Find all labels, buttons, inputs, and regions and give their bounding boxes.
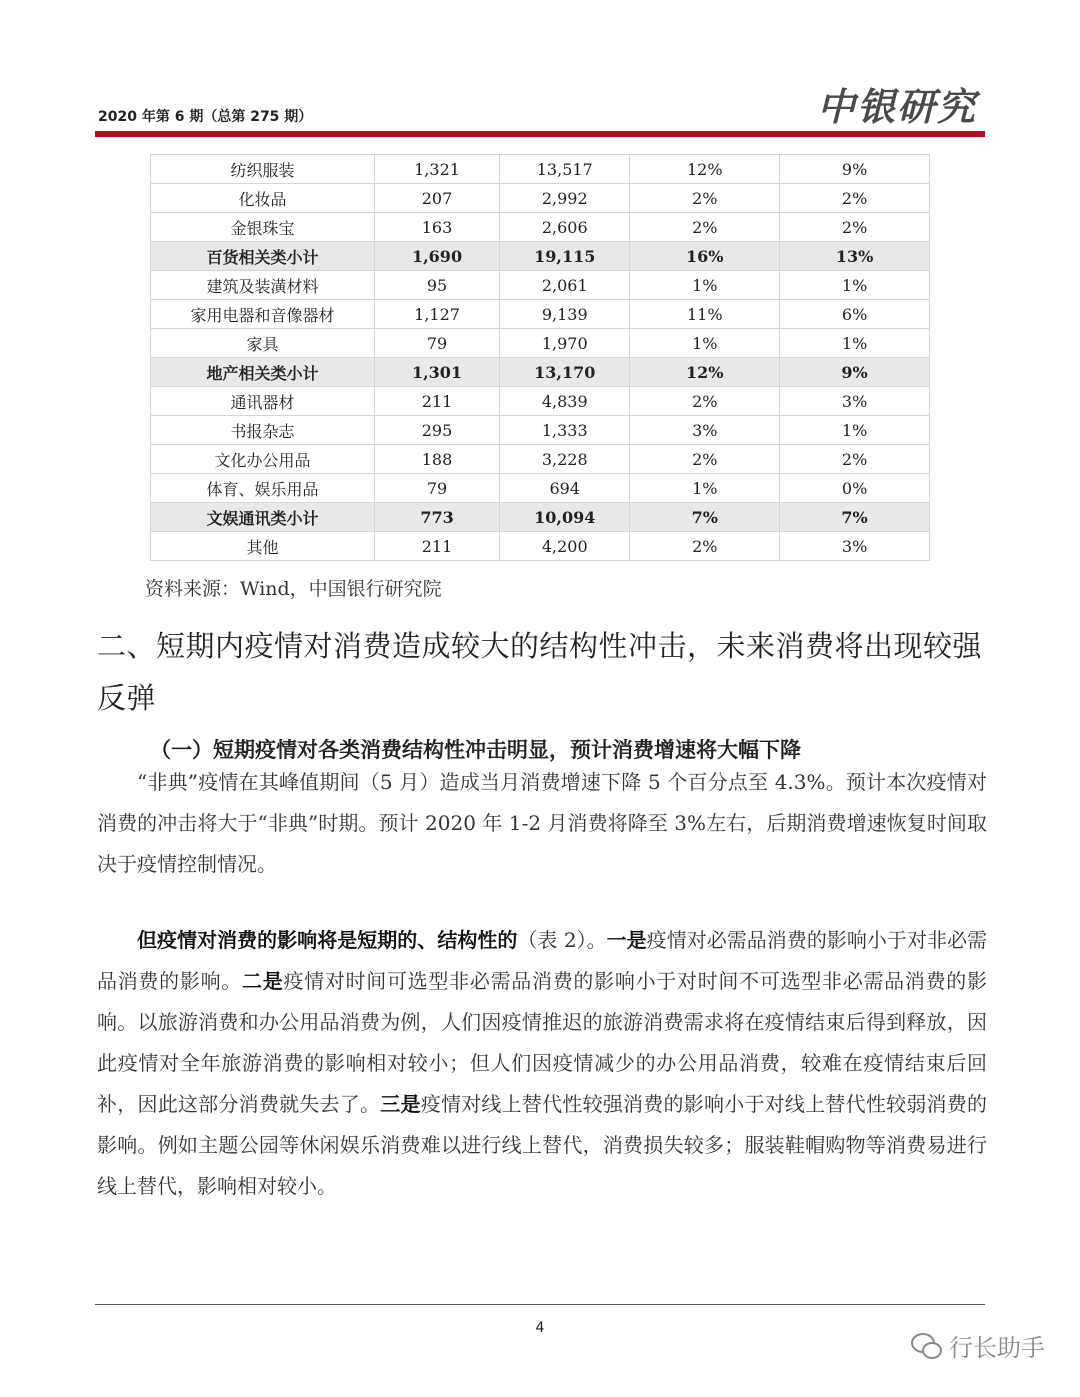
category-cell: 其他: [151, 532, 375, 561]
para2-lead: 但疫情对消费的影响将是短期的、结构性的: [137, 928, 518, 952]
value-cell: 19,115: [500, 242, 630, 271]
value-cell: 7%: [630, 503, 780, 532]
table-row: [151, 213, 930, 242]
category-cell: 书报杂志: [151, 416, 375, 445]
value-cell: 1%: [630, 474, 780, 503]
paragraph-2: [97, 920, 987, 1207]
table-row: [151, 300, 930, 329]
category-cell: 百货相关类小计: [151, 242, 375, 271]
table-row: [151, 532, 930, 561]
value-cell: 95: [374, 271, 499, 300]
table-row: [151, 474, 930, 503]
value-cell: 1,970: [500, 329, 630, 358]
page-number: 4: [535, 1320, 545, 1336]
value-cell: 163: [374, 213, 499, 242]
value-cell: 3%: [780, 387, 930, 416]
value-cell: 2,992: [500, 184, 630, 213]
subsection-heading: （一）短期疫情对各类消费结构性冲击明显，预计消费增速将大幅下降: [150, 738, 801, 762]
value-cell: 773: [374, 503, 499, 532]
category-cell: 金银珠宝: [151, 213, 375, 242]
category-cell: 家用电器和音像器材: [151, 300, 375, 329]
value-cell: 6%: [780, 300, 930, 329]
value-cell: 79: [374, 329, 499, 358]
table-row: [151, 387, 930, 416]
value-cell: 12%: [630, 358, 780, 387]
value-cell: 2%: [630, 387, 780, 416]
value-cell: 4,839: [500, 387, 630, 416]
table-subtotal-row: [151, 242, 930, 271]
wechat-icon: [911, 1333, 941, 1359]
source-note: 资料来源：Wind，中国银行研究院: [145, 578, 442, 600]
section-heading: 二、短期内疫情对消费造成较大的结构性冲击，未来消费将出现较强反弹: [97, 629, 983, 715]
value-cell: 188: [374, 445, 499, 474]
table-row: [151, 271, 930, 300]
value-cell: 3,228: [500, 445, 630, 474]
category-cell: 文化办公用品: [151, 445, 375, 474]
value-cell: 10,094: [500, 503, 630, 532]
paragraph-1: “非典”疫情在其峰值期间（5 月）造成当月消费增速下降 5 个百分点至 4.3%。预计本次疫情对消费的冲击将大于“非典”时期。预计 2020 年 1-2 月消费将降至 3%左右，后期消费增速恢复时间取决于疫情控制情况。: [97, 770, 987, 876]
value-cell: 2,061: [500, 271, 630, 300]
para2-point-1: 一是: [606, 928, 647, 952]
para2-point-3: 三是: [380, 1092, 421, 1116]
value-cell: 1,321: [374, 155, 499, 184]
category-cell: 通讯器材: [151, 387, 375, 416]
value-cell: 2%: [780, 445, 930, 474]
category-cell: 家具: [151, 329, 375, 358]
table-subtotal-row: [151, 503, 930, 532]
para2-point-2: 二是: [242, 969, 284, 993]
category-cell: 体育、娱乐用品: [151, 474, 375, 503]
value-cell: 1,127: [374, 300, 499, 329]
value-cell: 1,333: [500, 416, 630, 445]
value-cell: 211: [374, 387, 499, 416]
value-cell: 211: [374, 532, 499, 561]
value-cell: 7%: [780, 503, 930, 532]
value-cell: 16%: [630, 242, 780, 271]
value-cell: 2%: [630, 213, 780, 242]
footer-divider: [95, 1304, 985, 1305]
value-cell: 1,690: [374, 242, 499, 271]
category-cell: 化妆品: [151, 184, 375, 213]
para2-text-e: 疫情对线上替代性较强消费的影响小于对线上替代性较弱消费的影响。例如主题公园等休闲娱乐消费难以进行线上替代，消费损失较多；服装鞋帽购物等消费易进行线上替代，影响相对较小。: [97, 1092, 988, 1198]
para2-text-c: 疫情对必需品消费的影响小于对非必需品消费的影响。: [97, 928, 988, 993]
value-cell: 13%: [780, 242, 930, 271]
value-cell: 1%: [780, 416, 930, 445]
watermark-text: 行长助手: [949, 1334, 1045, 1362]
value-cell: 2%: [780, 184, 930, 213]
value-cell: 1%: [630, 329, 780, 358]
table-row: [151, 184, 930, 213]
table-subtotal-row: [151, 358, 930, 387]
value-cell: 2%: [630, 184, 780, 213]
table-row: [151, 329, 930, 358]
watermark: [911, 1328, 1045, 1363]
value-cell: 207: [374, 184, 499, 213]
para2-text-a: （表 2）。: [517, 928, 607, 952]
value-cell: 2%: [780, 213, 930, 242]
value-cell: 3%: [630, 416, 780, 445]
value-cell: 9,139: [500, 300, 630, 329]
value-cell: 4,200: [500, 532, 630, 561]
category-cell: 建筑及装潢材料: [151, 271, 375, 300]
value-cell: 13,170: [500, 358, 630, 387]
value-cell: 11%: [630, 300, 780, 329]
value-cell: 1%: [780, 329, 930, 358]
issue-label: 2020 年第 6 期（总第 275 期）: [98, 109, 313, 125]
value-cell: 2%: [630, 532, 780, 561]
category-cell: 纺织服装: [151, 155, 375, 184]
consumption-table: [150, 154, 930, 561]
value-cell: 9%: [780, 358, 930, 387]
value-cell: 9%: [780, 155, 930, 184]
brand-logo: 中银研究: [816, 84, 977, 129]
value-cell: 3%: [780, 532, 930, 561]
value-cell: 0%: [780, 474, 930, 503]
value-cell: 2,606: [500, 213, 630, 242]
value-cell: 295: [374, 416, 499, 445]
category-cell: 地产相关类小计: [151, 358, 375, 387]
value-cell: 694: [500, 474, 630, 503]
header-divider: [95, 131, 985, 137]
para2-text-d: 疫情对时间可选型非必需品消费的影响小于对时间不可选型非必需品消费的影响。以旅游消费和办公用品消费为例，人们因疫情推迟的旅游消费需求将在疫情结束后得到释放，因此疫情对全年旅游消费的影响相对较小；但人们因疫情减少的办公用品消费，较难在疫情结束后回补，因此这部分消费就失去了。: [97, 969, 988, 1116]
value-cell: 13,517: [500, 155, 630, 184]
table-row: [151, 445, 930, 474]
table-body: [151, 155, 930, 561]
value-cell: 1,301: [374, 358, 499, 387]
table-row: [151, 155, 930, 184]
value-cell: 2%: [630, 445, 780, 474]
table-row: [151, 416, 930, 445]
value-cell: 1%: [780, 271, 930, 300]
value-cell: 1%: [630, 271, 780, 300]
value-cell: 79: [374, 474, 499, 503]
category-cell: 文娱通讯类小计: [151, 503, 375, 532]
page-header: [95, 70, 985, 140]
value-cell: 12%: [630, 155, 780, 184]
